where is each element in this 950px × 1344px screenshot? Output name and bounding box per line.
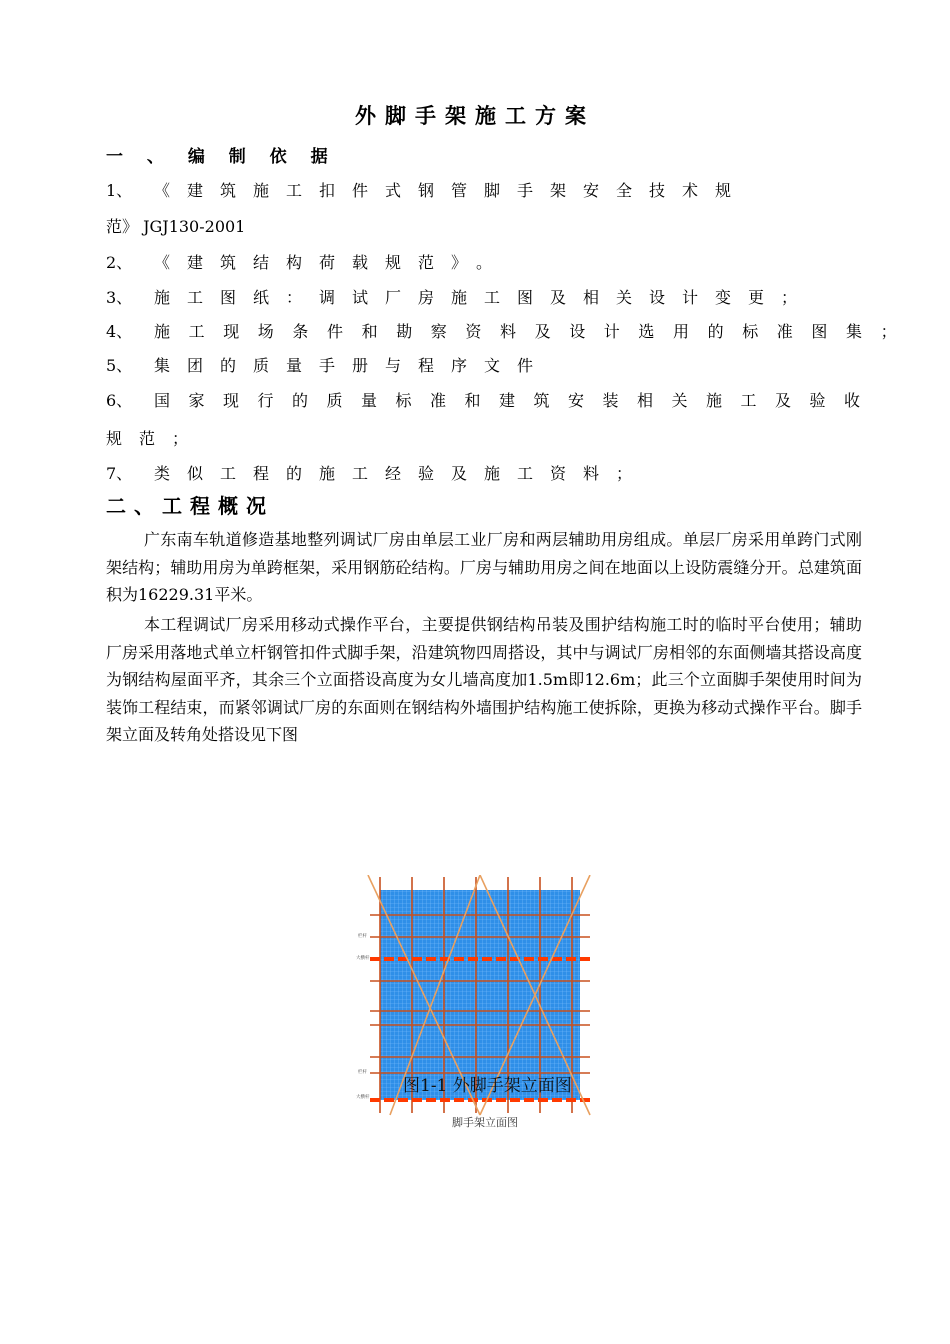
reference-text: 规范； <box>106 429 206 448</box>
side-label: 栏杆 <box>358 1070 367 1075</box>
reference-text: 施工现场条件和勘察资料及设计选用的标准图集； <box>154 322 916 341</box>
reference-number: 6、 <box>106 391 133 410</box>
reference-item <box>106 214 245 237</box>
reference-text: 《建筑施工扣件式钢管脚手架安全技术规 <box>154 181 749 200</box>
reference-text: 国家现行的质量标准和建筑安装相关施工及验收 <box>154 391 879 410</box>
section-heading-overview: 二、工程概况 <box>106 494 274 518</box>
reference-text: 范》 JGJ130-2001 <box>106 217 246 236</box>
section-heading-basis: 一 、 编 制 依 据 <box>106 147 332 167</box>
safety-net <box>380 890 580 1100</box>
reference-number: 5、 <box>106 356 133 375</box>
reference-item <box>106 426 205 449</box>
reference-item <box>106 250 509 273</box>
reference-item <box>106 353 550 376</box>
paragraph: 本工程调试厂房采用移动式操作平台，主要提供钢结构吊装及围护结构施工时的临时平台使用；辅助厂房采用落地式单立杆钢管扣件式脚手架，沿建筑物四周搭设，其中与调试厂房相邻的东面侧墙其搭设高度为钢结构屋面平齐，其余三个立面搭设高度为女儿墙高度加1.5m即12.6m；此三个立面脚手架使用时间为装饰工程结束，而紧邻调试厂房的东面则在钢结构外墙围护结构施工使拆除，更换为移动式操作平台。脚手架立面及转角处搭设见下图 <box>106 615 862 744</box>
reference-text: 类似工程的施工经验及施工资料； <box>154 464 650 483</box>
reference-text: 集团的质量手册与程序文件 <box>154 356 551 375</box>
reference-item <box>106 461 649 484</box>
page-title: 外脚手架施工方案 <box>355 104 595 128</box>
paragraph: 广东南车轨道修造基地整列调试厂房由单层工业厂房和两层辅助用房组成。单层厂房采用单跨门式刚架结构；辅助用房为单跨框架，采用钢筋砼结构。厂房与辅助用房之间在地面以上设防震缝分开。总建筑面积为16229.31平米。 <box>106 530 862 604</box>
side-label: 大横杆 <box>356 1095 370 1100</box>
reference-item <box>106 319 915 342</box>
reference-text: 施工图纸：调试厂房施工图及相关设计变更； <box>154 288 815 307</box>
reference-number: 3、 <box>106 288 133 307</box>
scaffold-elevation-figure <box>350 875 610 1135</box>
reference-number: 1、 <box>106 181 133 200</box>
reference-item <box>106 388 879 411</box>
reference-number: 7、 <box>106 464 133 483</box>
reference-item <box>106 285 814 308</box>
side-label: 大横杆 <box>356 956 370 961</box>
reference-item <box>106 178 748 201</box>
reference-text: 《建筑结构荷载规范》。 <box>154 253 510 272</box>
reference-number: 2、 <box>106 253 133 272</box>
figure-subcaption: 脚手架立面图 <box>452 1116 518 1129</box>
reference-number: 4、 <box>106 322 133 341</box>
side-label: 栏杆 <box>358 934 367 939</box>
figure-caption: 图1-1 外脚手架立面图 <box>403 1076 572 1096</box>
